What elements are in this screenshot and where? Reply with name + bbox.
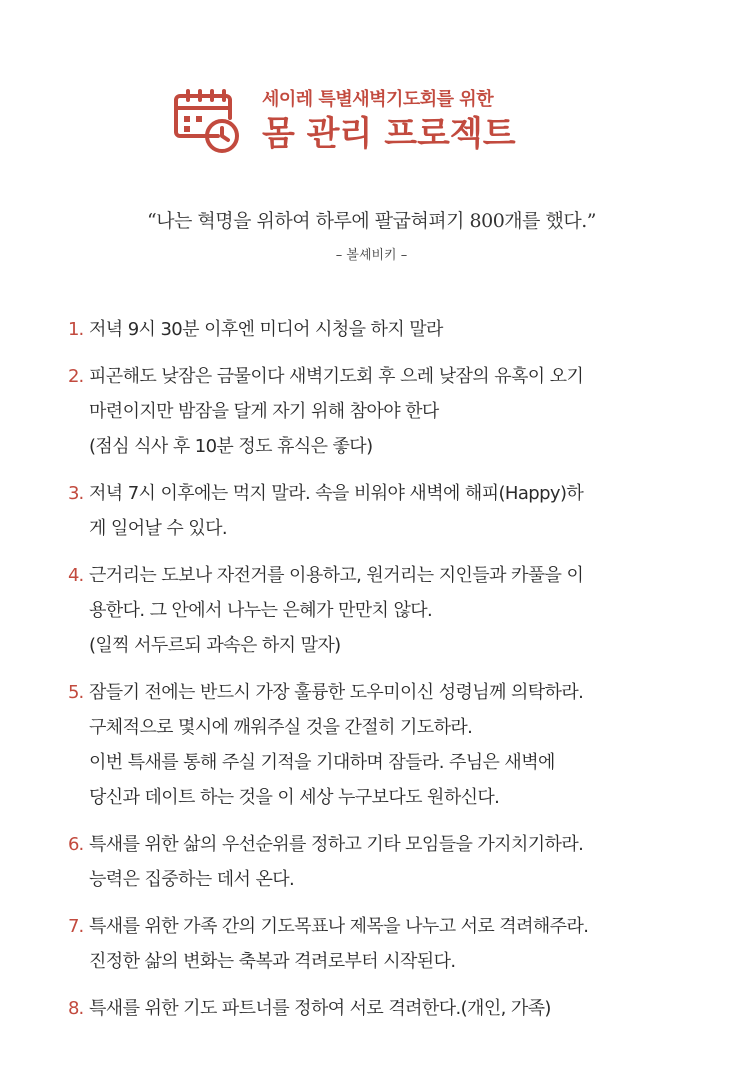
list-item — [68, 675, 688, 815]
quote-attribution: – 볼셰비키 – — [335, 248, 408, 263]
list-item — [68, 312, 688, 347]
header — [172, 88, 516, 156]
item-line: 게 일어날 수 있다. — [89, 518, 228, 539]
item-text — [89, 675, 583, 815]
calendar-clock-icon — [172, 88, 242, 156]
item-text — [89, 359, 583, 464]
item-line: 저녁 9시 30분 이후엔 미디어 시청을 하지 말라 — [89, 319, 443, 340]
page-title: 몸 관리 프로젝트 — [262, 114, 516, 154]
list-item — [68, 476, 688, 546]
item-text — [89, 909, 588, 979]
item-text — [89, 476, 583, 546]
item-line: 이번 특새를 통해 주실 기적을 기대하며 잠들라. 주님은 새벽에 — [89, 752, 555, 773]
list-item — [68, 827, 688, 897]
item-text — [89, 558, 583, 663]
item-number: 5. — [68, 682, 84, 703]
item-line: 구체적으로 몇시에 깨워주실 것을 간절히 기도하라. — [89, 717, 473, 738]
item-line: 특새를 위한 기도 파트너를 정하여 서로 격려한다.(개인, 가족) — [89, 998, 551, 1019]
header-subtitle: 세이레 특별새벽기도회를 위한 — [262, 89, 494, 110]
item-text — [89, 991, 551, 1026]
item-number: 2. — [68, 366, 84, 387]
item-number: 3. — [68, 483, 84, 504]
item-number: 1. — [68, 319, 84, 340]
list-item — [68, 909, 688, 979]
header-titles — [262, 89, 516, 155]
item-line: 저녁 7시 이후에는 먹지 말라. 속을 비워야 새벽에 해피(Happy)하 — [89, 483, 584, 504]
item-line: 마련이지만 밤잠을 달게 자기 위해 참아야 한다 — [89, 401, 439, 422]
item-line: 용한다. 그 안에서 나누는 은혜가 만만치 않다. — [89, 600, 433, 621]
item-line: 진정한 삶의 변화는 축복과 격려로부터 시작된다. — [89, 951, 456, 972]
item-number: 4. — [68, 565, 84, 586]
list-item — [68, 558, 688, 663]
item-line: 특새를 위한 삶의 우선순위를 정하고 기타 모임들을 가지치기하라. — [89, 834, 584, 855]
item-line: 피곤해도 낮잠은 금물이다 새벽기도회 후 으레 낮잠의 유혹이 오기 — [89, 366, 584, 387]
quote-text: “나는 혁명을 위하여 하루에 팔굽혀펴기 800개를 했다.” — [146, 210, 597, 232]
item-text — [89, 827, 583, 897]
item-number: 6. — [68, 834, 84, 855]
item-line: 당신과 데이트 하는 것을 이 세상 누구보다도 원하신다. — [89, 787, 500, 808]
rules-list — [68, 312, 688, 1038]
list-item — [68, 359, 688, 464]
item-line: (점심 식사 후 10분 정도 휴식은 좋다) — [89, 436, 373, 457]
item-line: (일찍 서두르되 과속은 하지 말자) — [89, 635, 341, 656]
item-line: 잠들기 전에는 반드시 가장 훌륭한 도우미이신 성령님께 의탁하라. — [89, 682, 584, 703]
list-item — [68, 991, 688, 1026]
item-line: 근거리는 도보나 자전거를 이용하고, 원거리는 지인들과 카풀을 이 — [89, 565, 584, 586]
item-text — [89, 312, 443, 347]
item-number: 8. — [68, 998, 84, 1019]
item-number: 7. — [68, 916, 84, 937]
item-line: 능력은 집중하는 데서 온다. — [89, 869, 295, 890]
item-line: 특새를 위한 가족 간의 기도목표나 제목을 나누고 서로 격려해주라. — [89, 916, 589, 937]
